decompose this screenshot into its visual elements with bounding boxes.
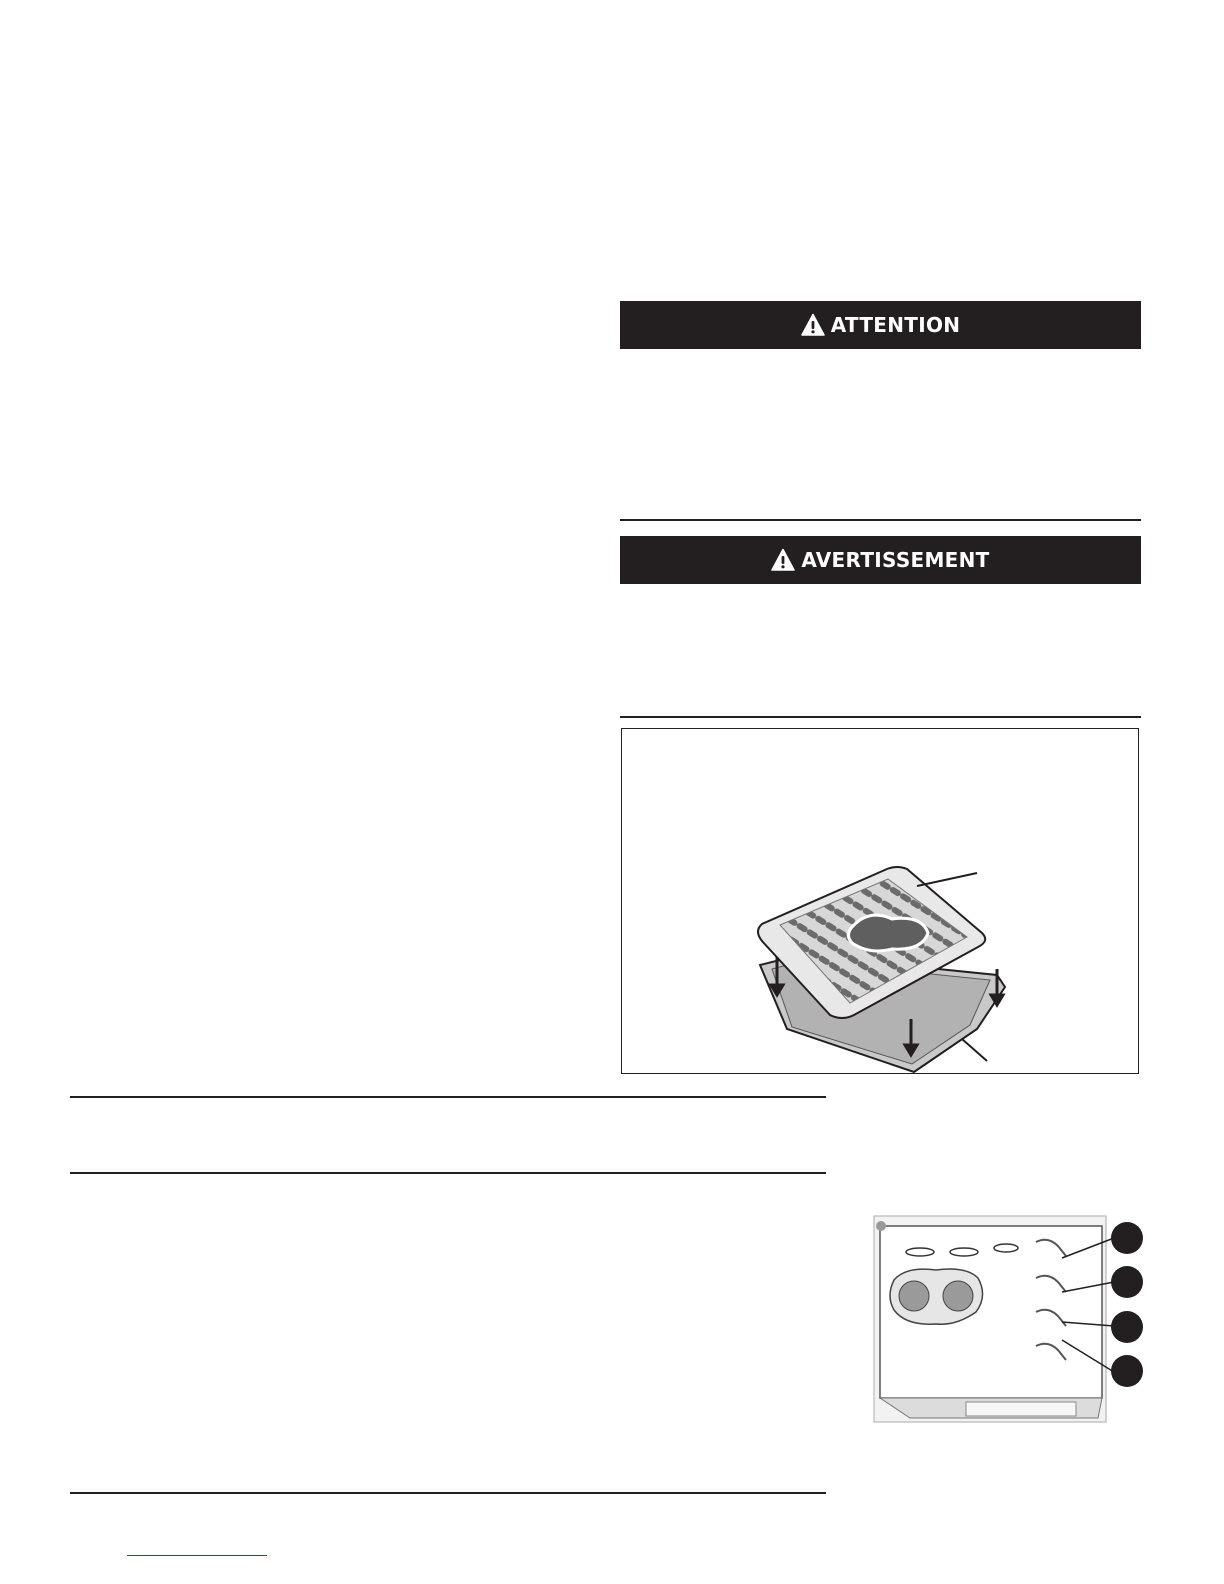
section-divider bbox=[70, 1096, 826, 1098]
section-divider bbox=[70, 1492, 826, 1494]
callout-leader bbox=[962, 1039, 987, 1061]
rack-position-markers bbox=[1111, 1222, 1143, 1387]
oven-interior-illustration bbox=[866, 1212, 1146, 1424]
oven-rack-positions-figure bbox=[866, 1212, 1146, 1424]
page-link-underline[interactable] bbox=[127, 1555, 267, 1556]
broiler-pan-illustration bbox=[622, 729, 1140, 1075]
warning-banner bbox=[620, 536, 1141, 584]
broiler-pan-figure bbox=[621, 728, 1139, 1074]
section-divider bbox=[620, 716, 1141, 718]
attention-banner bbox=[620, 301, 1141, 349]
warning-triangle-icon bbox=[801, 313, 825, 337]
warning-label: AVERTISSEMENT bbox=[801, 548, 990, 572]
attention-label: ATTENTION bbox=[830, 313, 961, 337]
steak-illustration bbox=[848, 915, 928, 951]
section-divider bbox=[620, 519, 1141, 521]
callout-leader bbox=[917, 873, 977, 886]
warning-triangle-icon bbox=[771, 548, 795, 572]
section-divider bbox=[70, 1172, 826, 1174]
